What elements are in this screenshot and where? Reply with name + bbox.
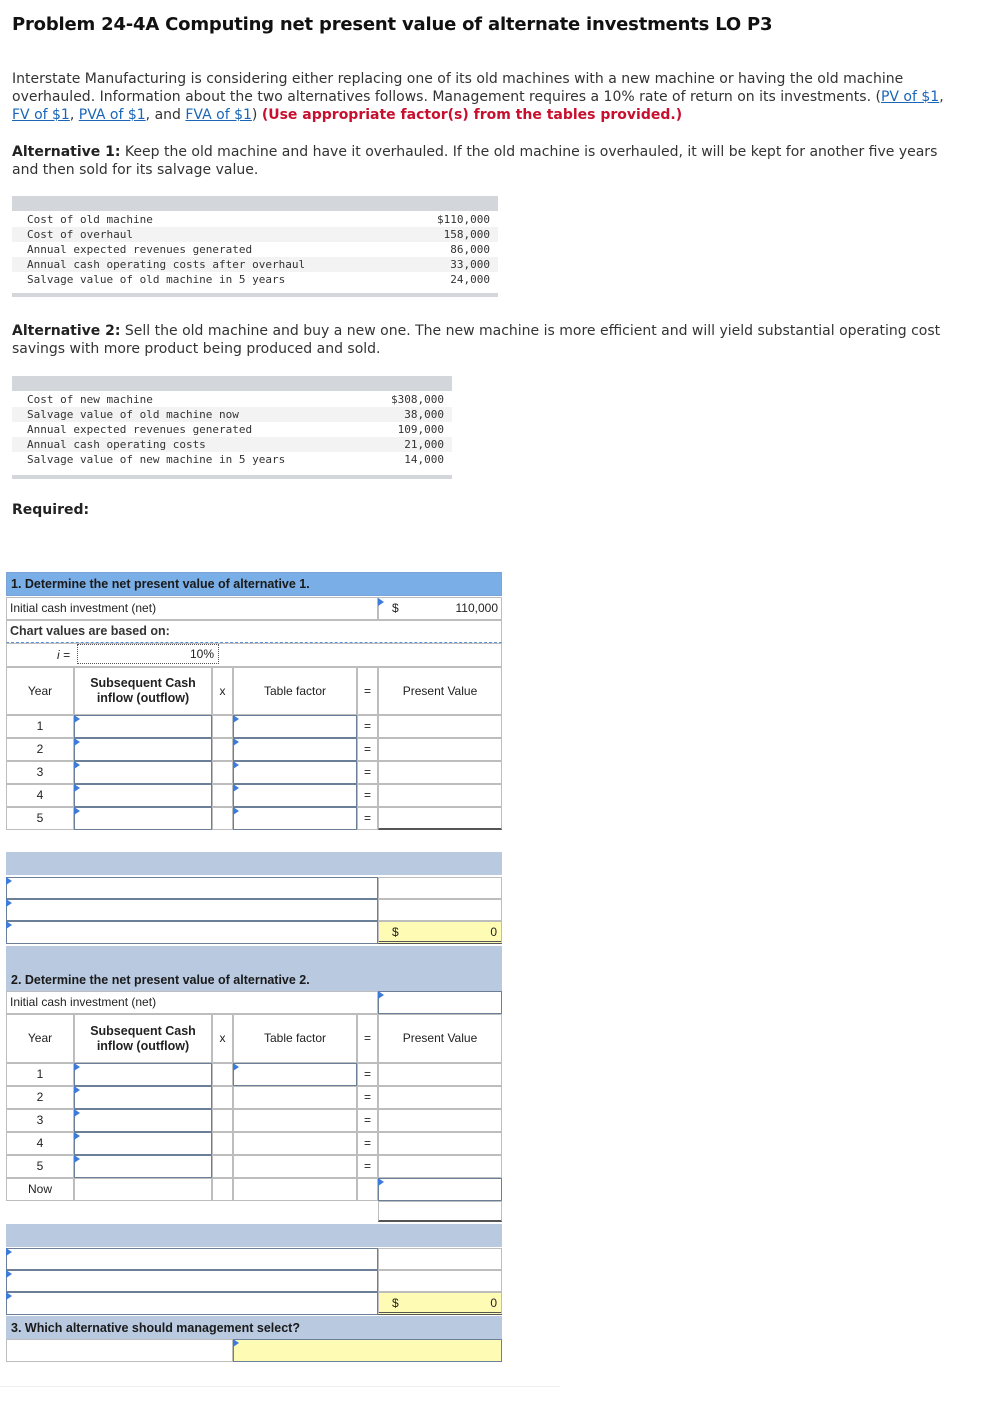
alt2-description: Alternative 2: Sell the old machine and buy a new one. The new machine is more efficient and will yield substantial operating cost savings with more product being produced and sold. bbox=[12, 323, 941, 357]
part2-label-input[interactable] bbox=[6, 1248, 378, 1270]
pv-link[interactable]: PV of $1 bbox=[880, 89, 940, 105]
col-pv: Present Value bbox=[378, 1014, 502, 1063]
pv-cell bbox=[378, 715, 502, 738]
part2-initial-label: Initial cash investment (net) bbox=[6, 991, 378, 1014]
table-row: Salvage value of old machine in 5 years 24,000 bbox=[27, 273, 490, 286]
year-cell: 1 bbox=[6, 1063, 74, 1086]
pv-cell bbox=[378, 761, 502, 784]
eq-sign: = bbox=[357, 715, 378, 738]
col-eq: = bbox=[357, 1014, 378, 1063]
part1-value-cell bbox=[378, 899, 502, 921]
pv-cell bbox=[378, 807, 502, 830]
part2-npv-label-input[interactable] bbox=[6, 1292, 378, 1315]
table-row: Cost of old machine $110,000 bbox=[27, 213, 490, 226]
year-cell: 2 bbox=[6, 738, 74, 761]
pva-link[interactable]: PVA of $1 bbox=[78, 107, 146, 123]
year-cell: 2 bbox=[6, 1086, 74, 1109]
col-factor: Table factor bbox=[233, 667, 357, 715]
pv-cell bbox=[378, 784, 502, 807]
pv-cell bbox=[378, 1109, 502, 1132]
part2-band bbox=[6, 1224, 502, 1247]
eq-sign: = bbox=[357, 784, 378, 807]
col-year: Year bbox=[6, 667, 74, 715]
col-cash: Subsequent Cash inflow (outflow) bbox=[74, 667, 212, 715]
alt2-data-table bbox=[12, 376, 452, 480]
part1-label-input[interactable] bbox=[6, 899, 378, 921]
factor-cell bbox=[233, 1086, 357, 1109]
year-cell: 4 bbox=[6, 1132, 74, 1155]
year-cell: 5 bbox=[6, 1155, 74, 1178]
cash-input[interactable] bbox=[74, 1155, 212, 1178]
year-cell: 4 bbox=[6, 784, 74, 807]
col-eq: = bbox=[357, 667, 378, 715]
part1-label-input[interactable] bbox=[6, 877, 378, 899]
fv-link[interactable]: FV of $1 bbox=[12, 107, 70, 123]
chart-values-label: Chart values are based on: bbox=[6, 620, 502, 643]
cash-input[interactable] bbox=[74, 761, 212, 784]
cash-input[interactable] bbox=[74, 1063, 212, 1086]
pv-cell bbox=[378, 1155, 502, 1178]
eq-sign: = bbox=[357, 807, 378, 830]
factor-input[interactable] bbox=[233, 1063, 357, 1086]
eq-sign: = bbox=[357, 1086, 378, 1109]
instruction-text: (Use appropriate factor(s) from the tables provided.) bbox=[261, 107, 683, 123]
required-heading: Required: bbox=[12, 502, 90, 518]
year-cell: Now bbox=[6, 1178, 74, 1201]
factor-input[interactable] bbox=[233, 784, 357, 807]
table-row: Annual expected revenues generated 109,000 bbox=[27, 423, 444, 436]
pv-cell bbox=[378, 1086, 502, 1109]
alt1-description: Alternative 1: Keep the old machine and have it overhauled. If the old machine is overhauled, it will be kept for another five years and then sold for its salvage value. bbox=[12, 144, 938, 178]
now-pv-input[interactable] bbox=[378, 1178, 502, 1201]
cash-input[interactable] bbox=[74, 1132, 212, 1155]
fva-link[interactable]: FVA of $1 bbox=[185, 107, 252, 123]
cash-input[interactable] bbox=[74, 715, 212, 738]
col-x: x bbox=[212, 667, 233, 715]
col-cash: Subsequent Cash inflow (outflow) bbox=[74, 1014, 212, 1063]
alt1-data-table bbox=[12, 196, 498, 300]
eq-sign: = bbox=[357, 738, 378, 761]
part2-value-cell bbox=[378, 1270, 502, 1292]
part2-initial-input[interactable] bbox=[378, 991, 502, 1014]
col-pv: Present Value bbox=[378, 667, 502, 715]
factor-input[interactable] bbox=[233, 761, 357, 784]
pv-cell bbox=[378, 1063, 502, 1086]
part2-value-cell bbox=[378, 1248, 502, 1270]
part3-header: 3. Which alternative should management select? bbox=[6, 1316, 502, 1339]
part1-npv-label-input[interactable] bbox=[6, 921, 378, 944]
part2-header: 2. Determine the net present value of alternative 2. bbox=[6, 968, 502, 992]
cash-input[interactable] bbox=[74, 807, 212, 830]
col-x: x bbox=[212, 1014, 233, 1063]
part1-initial-investment: $ 110,000 bbox=[378, 597, 502, 620]
cash-input[interactable] bbox=[74, 1086, 212, 1109]
factor-cell bbox=[233, 1109, 357, 1132]
page-title: Problem 24-4A Computing net present value of alternate investments LO P3 bbox=[12, 14, 773, 35]
part2-npv-total: $ 0 bbox=[378, 1292, 502, 1315]
year-cell: 3 bbox=[6, 761, 74, 784]
table-row: Salvage value of old machine now 38,000 bbox=[12, 407, 452, 422]
eq-sign: = bbox=[357, 1132, 378, 1155]
pv-cell bbox=[378, 1132, 502, 1155]
table-row: Salvage value of new machine in 5 years 14,000 bbox=[27, 453, 444, 466]
table-row: Cost of overhaul 158,000 bbox=[12, 227, 498, 242]
year-cell: 5 bbox=[6, 807, 74, 830]
pv-cell bbox=[378, 738, 502, 761]
cash-input[interactable] bbox=[74, 784, 212, 807]
cash-input[interactable] bbox=[74, 738, 212, 761]
part2-label-input[interactable] bbox=[6, 1270, 378, 1292]
part1-initial-label: Initial cash investment (net) bbox=[6, 597, 378, 620]
table-row: Annual expected revenues generated 86,000 bbox=[27, 243, 490, 256]
factor-cell bbox=[233, 1132, 357, 1155]
eq-sign: = bbox=[357, 1109, 378, 1132]
part1-npv-total: $ 0 bbox=[378, 921, 502, 944]
factor-input[interactable] bbox=[233, 807, 357, 830]
alternative-select[interactable] bbox=[233, 1339, 502, 1362]
col-factor: Table factor bbox=[233, 1014, 357, 1063]
interest-rate-value[interactable]: 10% bbox=[77, 644, 219, 664]
part1-band bbox=[6, 852, 502, 875]
col-year: Year bbox=[6, 1014, 74, 1063]
table-row: Annual cash operating costs after overhaul 33,000 bbox=[12, 257, 498, 272]
factor-input[interactable] bbox=[233, 715, 357, 738]
eq-sign: = bbox=[357, 761, 378, 784]
eq-sign: = bbox=[357, 1155, 378, 1178]
cash-input[interactable] bbox=[74, 1109, 212, 1132]
table-row: Annual cash operating costs 21,000 bbox=[12, 437, 452, 452]
part1-header: 1. Determine the net present value of alternative 1. bbox=[6, 572, 502, 596]
part1-value-cell bbox=[378, 877, 502, 899]
table-row: Cost of new machine $308,000 bbox=[27, 393, 444, 406]
year-cell: 3 bbox=[6, 1109, 74, 1132]
year-cell: 1 bbox=[6, 715, 74, 738]
factor-cell bbox=[233, 1155, 357, 1178]
interest-rate-row: i = 10% bbox=[6, 643, 502, 667]
factor-input[interactable] bbox=[233, 738, 357, 761]
eq-sign: = bbox=[357, 1063, 378, 1086]
intro-paragraph: Interstate Manufacturing is considering either replacing one of its old machines with a new machine or having the old machine overhauled. Information about the two alternatives follows. Management requires a 10% rate of return on its investments. (PV of $1, FV of $1, PVA of $1, and FVA of $1) (Use appropriate factor(s) from the tables provided.) bbox=[12, 71, 944, 123]
